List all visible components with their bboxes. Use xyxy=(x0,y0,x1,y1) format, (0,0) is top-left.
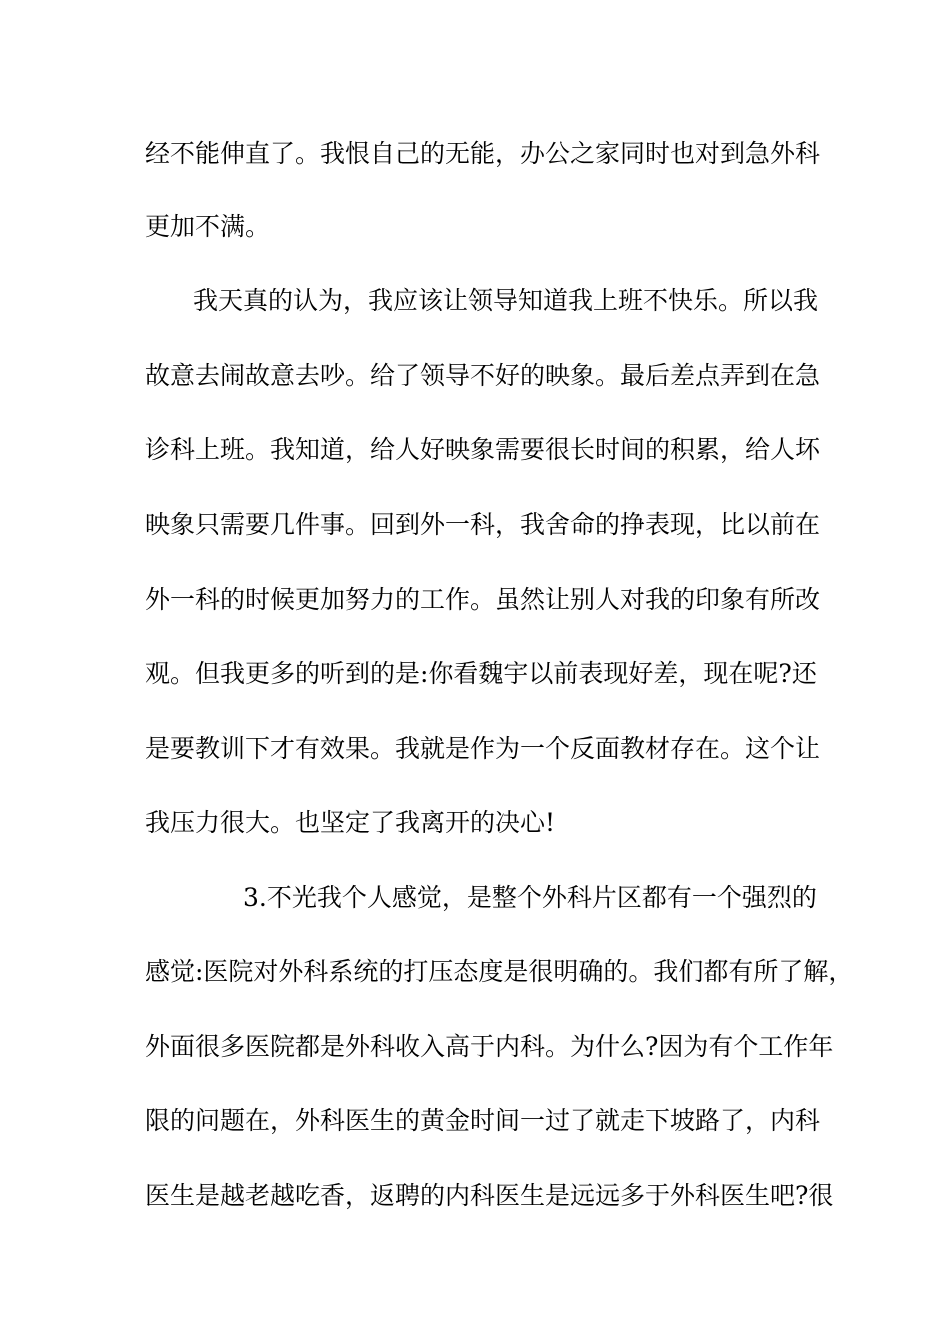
numbered-point-line: 3.不光我个人感觉，是整个外科片区都有一个强烈的 xyxy=(243,883,817,912)
text-line-5: 诊科上班。我知道，给人好映象需要很长时间的积累，给人坏 xyxy=(145,435,821,464)
text-line-6: 映象只需要几件事。回到外一科，我舍命的挣表现，比以前在 xyxy=(145,510,821,539)
text-line-2: 更加不满。 xyxy=(145,212,271,241)
text-line-1: 经不能伸直了。我恨自己的无能，办公之家同时也对到急外科 xyxy=(145,139,821,168)
text-line-13: 外面很多医院都是外科收入高于内科。为什么?因为有个工作年 xyxy=(145,1032,834,1061)
paragraph-start-line: 我天真的认为，我应该让领导知道我上班不快乐。所以我 xyxy=(193,286,819,315)
text-line-8: 观。但我更多的听到的是:你看魏宇以前表现好差，现在呢?还 xyxy=(145,659,817,688)
text-line-9: 是要教训下才有效果。我就是作为一个反面教材存在。这个让 xyxy=(145,734,821,763)
text-line-15: 医生是越老越吃香，返聘的内科医生是远远多于外科医生吧?很 xyxy=(145,1181,834,1210)
text-line-14: 限的问题在，外科医生的黄金时间一过了就走下坡路了，内科 xyxy=(145,1106,821,1135)
text-line-10: 我压力很大。也坚定了我离开的决心! xyxy=(145,808,556,837)
text-line-4: 故意去闹故意去吵。给了领导不好的映象。最后差点弄到在急 xyxy=(145,361,821,390)
text-line-7: 外一科的时候更加努力的工作。虽然让别人对我的印象有所改 xyxy=(145,585,821,614)
text-line-12: 感觉:医院对外科系统的打压态度是很明确的。我们都有所了解， xyxy=(145,957,854,986)
